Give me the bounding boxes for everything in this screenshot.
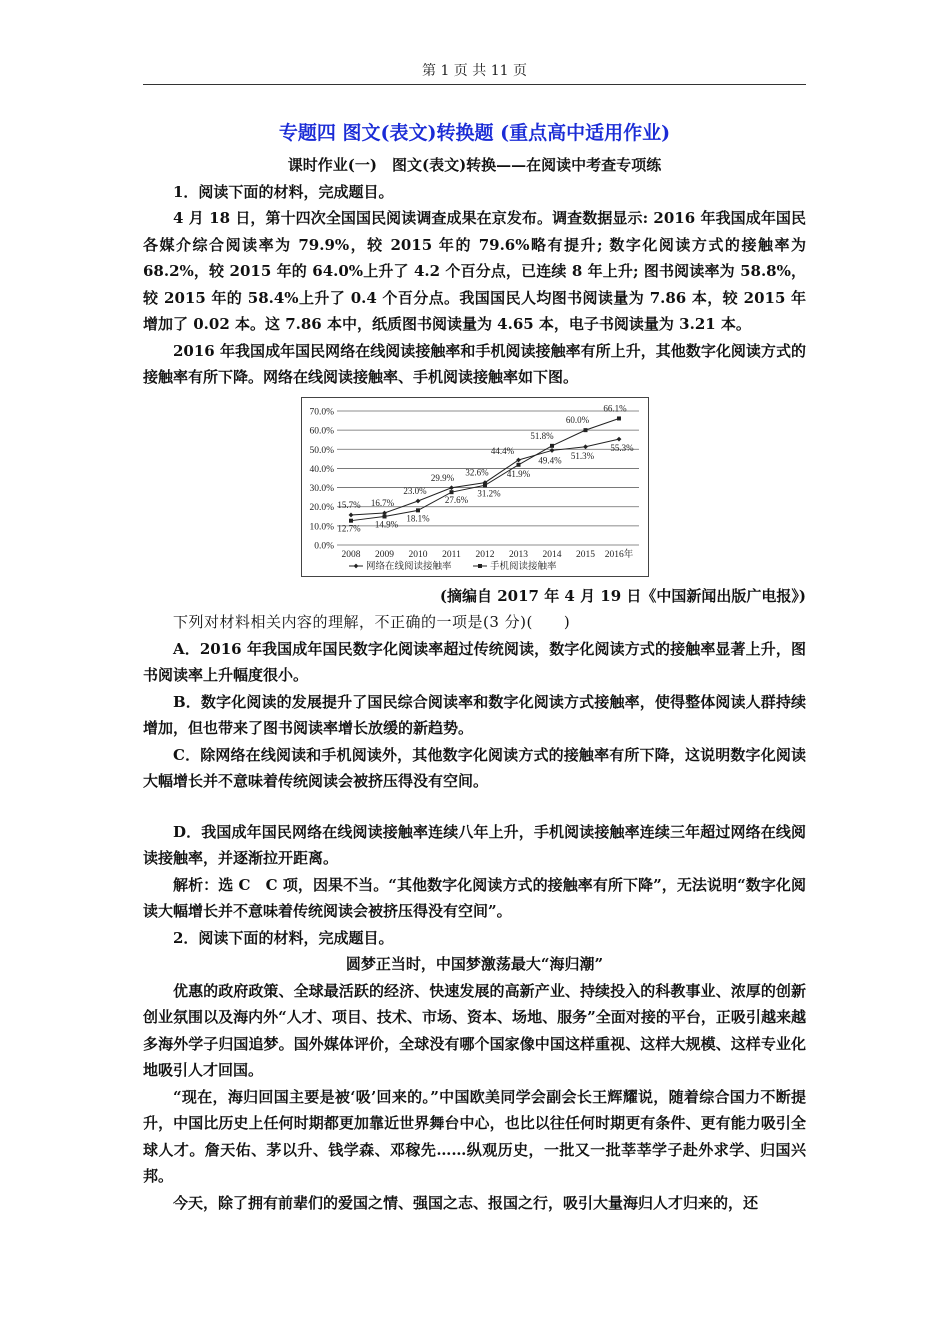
y-tick-label: 20.0% <box>308 502 334 513</box>
q2-para3: 今天，除了拥有前辈们的爱国之情、强国之志、报国之行，吸引大量海归人才归来的，还 <box>173 1193 759 1212</box>
page-header: 第 1 页 共 11 页 <box>422 63 527 79</box>
y-tick-label: 70.0% <box>308 407 334 417</box>
data-point-square <box>449 490 453 494</box>
x-tick-label: 2016年 <box>604 549 633 560</box>
q2-article-title: 圆梦正当时，中国梦激荡最大“海归潮” <box>345 955 604 973</box>
y-tick-label: 50.0% <box>308 445 334 456</box>
q2-prompt: 2．阅读下面的材料，完成题目。 <box>173 928 394 947</box>
data-label: 15.7% <box>336 499 361 510</box>
data-label: 31.2% <box>476 487 501 498</box>
q1-option-d: D．我国成年国民网络在线阅读接触率连续八年上升，手机阅读接触率连续三年超过网络在线阅读接触率，并逐渐拉开距离。 <box>143 822 806 867</box>
data-label: 51.3% <box>570 450 594 461</box>
header-divider <box>143 84 806 85</box>
q1-option-a: A．2016 年我国成年国民数字化阅读率超过传统阅读，数字化阅读方式的接触率显著上升，图书阅读率上升幅度很小。 <box>143 639 806 684</box>
q2-para2: “现在，海归回国主要是被‘吸’回来的。”中国欧美同学会副会长王辉耀说，随着综合国力不断提升，中国比历史上任何时期都更加靠近世界舞台中心，也比以往任何时期更有条件、更有能力吸引全球人才。詹天佑、茅以升、钱学森、邓稼先……纵观历史，一批又一批莘莘学子赴外求学、归国兴邦。 <box>143 1087 806 1185</box>
data-point-square <box>550 443 554 447</box>
data-point-square <box>583 428 587 432</box>
q1-question: 下列对材料相关内容的理解，不正确的一项是(3 分)( ) <box>173 613 571 631</box>
x-tick-label: 2014 <box>542 549 561 560</box>
q1-para1: 4 月 18 日，第十四次全国国民阅读调查成果在京发布。调查数据显示: 2016 年我国成年国民各媒介综合阅读率为 79.9%，较 2015 年的 79.6%略有提升; 数字化阅读方式的接触率为 68.2%，较 2015 年的 64.0%上升了 4.2 个百分点，已连续 8 年上升; 图书阅读率为 58.8%，较 2015 年的 58.4%上升了 0.4 个百分点。我国国民人均图书阅读量为 7.86 本，较 2015 年增加了 0.02 本。这 7.86 本中，纸质图书阅读量为 4.65 本，电子书阅读量为 3.21 本。 <box>143 209 806 333</box>
doc-subtitle: 课时作业(一) 图文(表文)转换——在阅读中考查专项练 <box>287 156 662 174</box>
data-point-square <box>382 514 386 518</box>
q1-option-c: C．除网络在线阅读和手机阅读外，其他数字化阅读方式的接触率有所下降，这说明数字化阅读大幅增长并不意味着传统阅读会被挤压得没有空间。 <box>143 745 806 790</box>
q1-prompt: 1．阅读下面的材料，完成题目。 <box>173 182 394 201</box>
y-tick-label: 60.0% <box>308 426 334 437</box>
data-label: 14.9% <box>374 518 398 529</box>
q1-option-b: B．数字化阅读的发展提升了国民综合阅读率和数字化阅读方式接触率，使得整体阅读人群持续增加，但也带来了图书阅读率增长放缓的新趋势。 <box>143 692 806 737</box>
y-tick-label: 10.0% <box>308 521 334 532</box>
q1-source: (摘编自 2017 年 4 月 19 日《中国新闻出版广电报》) <box>439 586 806 605</box>
data-label: 23.0% <box>402 485 427 496</box>
chart-container <box>143 397 806 579</box>
data-label: 44.4% <box>490 445 514 456</box>
x-tick-label: 2010 <box>408 549 427 560</box>
q2-para1: 优惠的政府政策、全球最活跃的经济、快速发展的高新产业、持续投入的科教事业、浓厚的创新创业氛围以及海内外“人才、项目、技术、市场、资本、场地、服务”全面对接的平台，正吸引越来越多海外学子归国追梦。国外媒体评价，全球没有哪个国家像中国这样重视、这样大规模、这样专业化地吸引人才回国。 <box>143 981 806 1079</box>
legend-label: 网络在线阅读接触率 <box>365 560 452 572</box>
data-point-square <box>416 508 420 512</box>
reading-rate-line-chart <box>301 397 649 577</box>
data-label: 60.0% <box>565 414 589 425</box>
x-tick-label: 2012 <box>475 549 494 560</box>
data-label: 49.4% <box>537 454 562 465</box>
legend-marker-square <box>478 564 482 568</box>
q1-analysis: 解析：选 C C 项，因果不当。“其他数字化阅读方式的接触率有所下降”，无法说明“数字化阅读大幅增长并不意味着传统阅读会被挤压得没有空间”。 <box>143 875 806 920</box>
data-label: 66.1% <box>602 402 627 413</box>
q1-para2: 2016 年我国成年国民网络在线阅读接触率和手机阅读接触率有所上升，其他数字化阅读方式的接触率有所下降。网络在线阅读接触率、手机阅读接触率如下图。 <box>143 341 806 386</box>
data-label: 27.6% <box>444 494 468 505</box>
y-tick-label: 40.0% <box>308 464 334 475</box>
data-label: 51.8% <box>529 430 554 441</box>
x-tick-label: 2015 <box>575 549 595 560</box>
y-tick-label: 0.0% <box>313 541 334 551</box>
x-tick-label: 2011 <box>441 549 461 560</box>
spacer <box>143 795 806 819</box>
x-tick-label: 2013 <box>508 549 528 560</box>
data-label: 16.7% <box>370 497 394 508</box>
data-point-square <box>516 462 520 466</box>
legend-label: 手机阅读接触率 <box>489 560 557 572</box>
document-body <box>143 118 806 1216</box>
data-point-square <box>349 518 353 522</box>
data-label: 18.1% <box>405 512 430 523</box>
x-tick-label: 2008 <box>341 549 360 560</box>
data-label: 55.3% <box>609 442 634 453</box>
x-tick-label: 2009 <box>374 549 394 560</box>
data-point-square <box>483 483 487 487</box>
doc-title: 专题四 图文(表文)转换题 (重点高中适用作业) <box>278 122 671 144</box>
y-tick-label: 30.0% <box>308 483 334 494</box>
data-label: 41.9% <box>506 468 530 479</box>
data-label: 29.9% <box>430 472 454 483</box>
data-label: 12.7% <box>336 523 361 534</box>
data-label: 32.6% <box>464 467 489 478</box>
data-point-square <box>617 416 621 420</box>
